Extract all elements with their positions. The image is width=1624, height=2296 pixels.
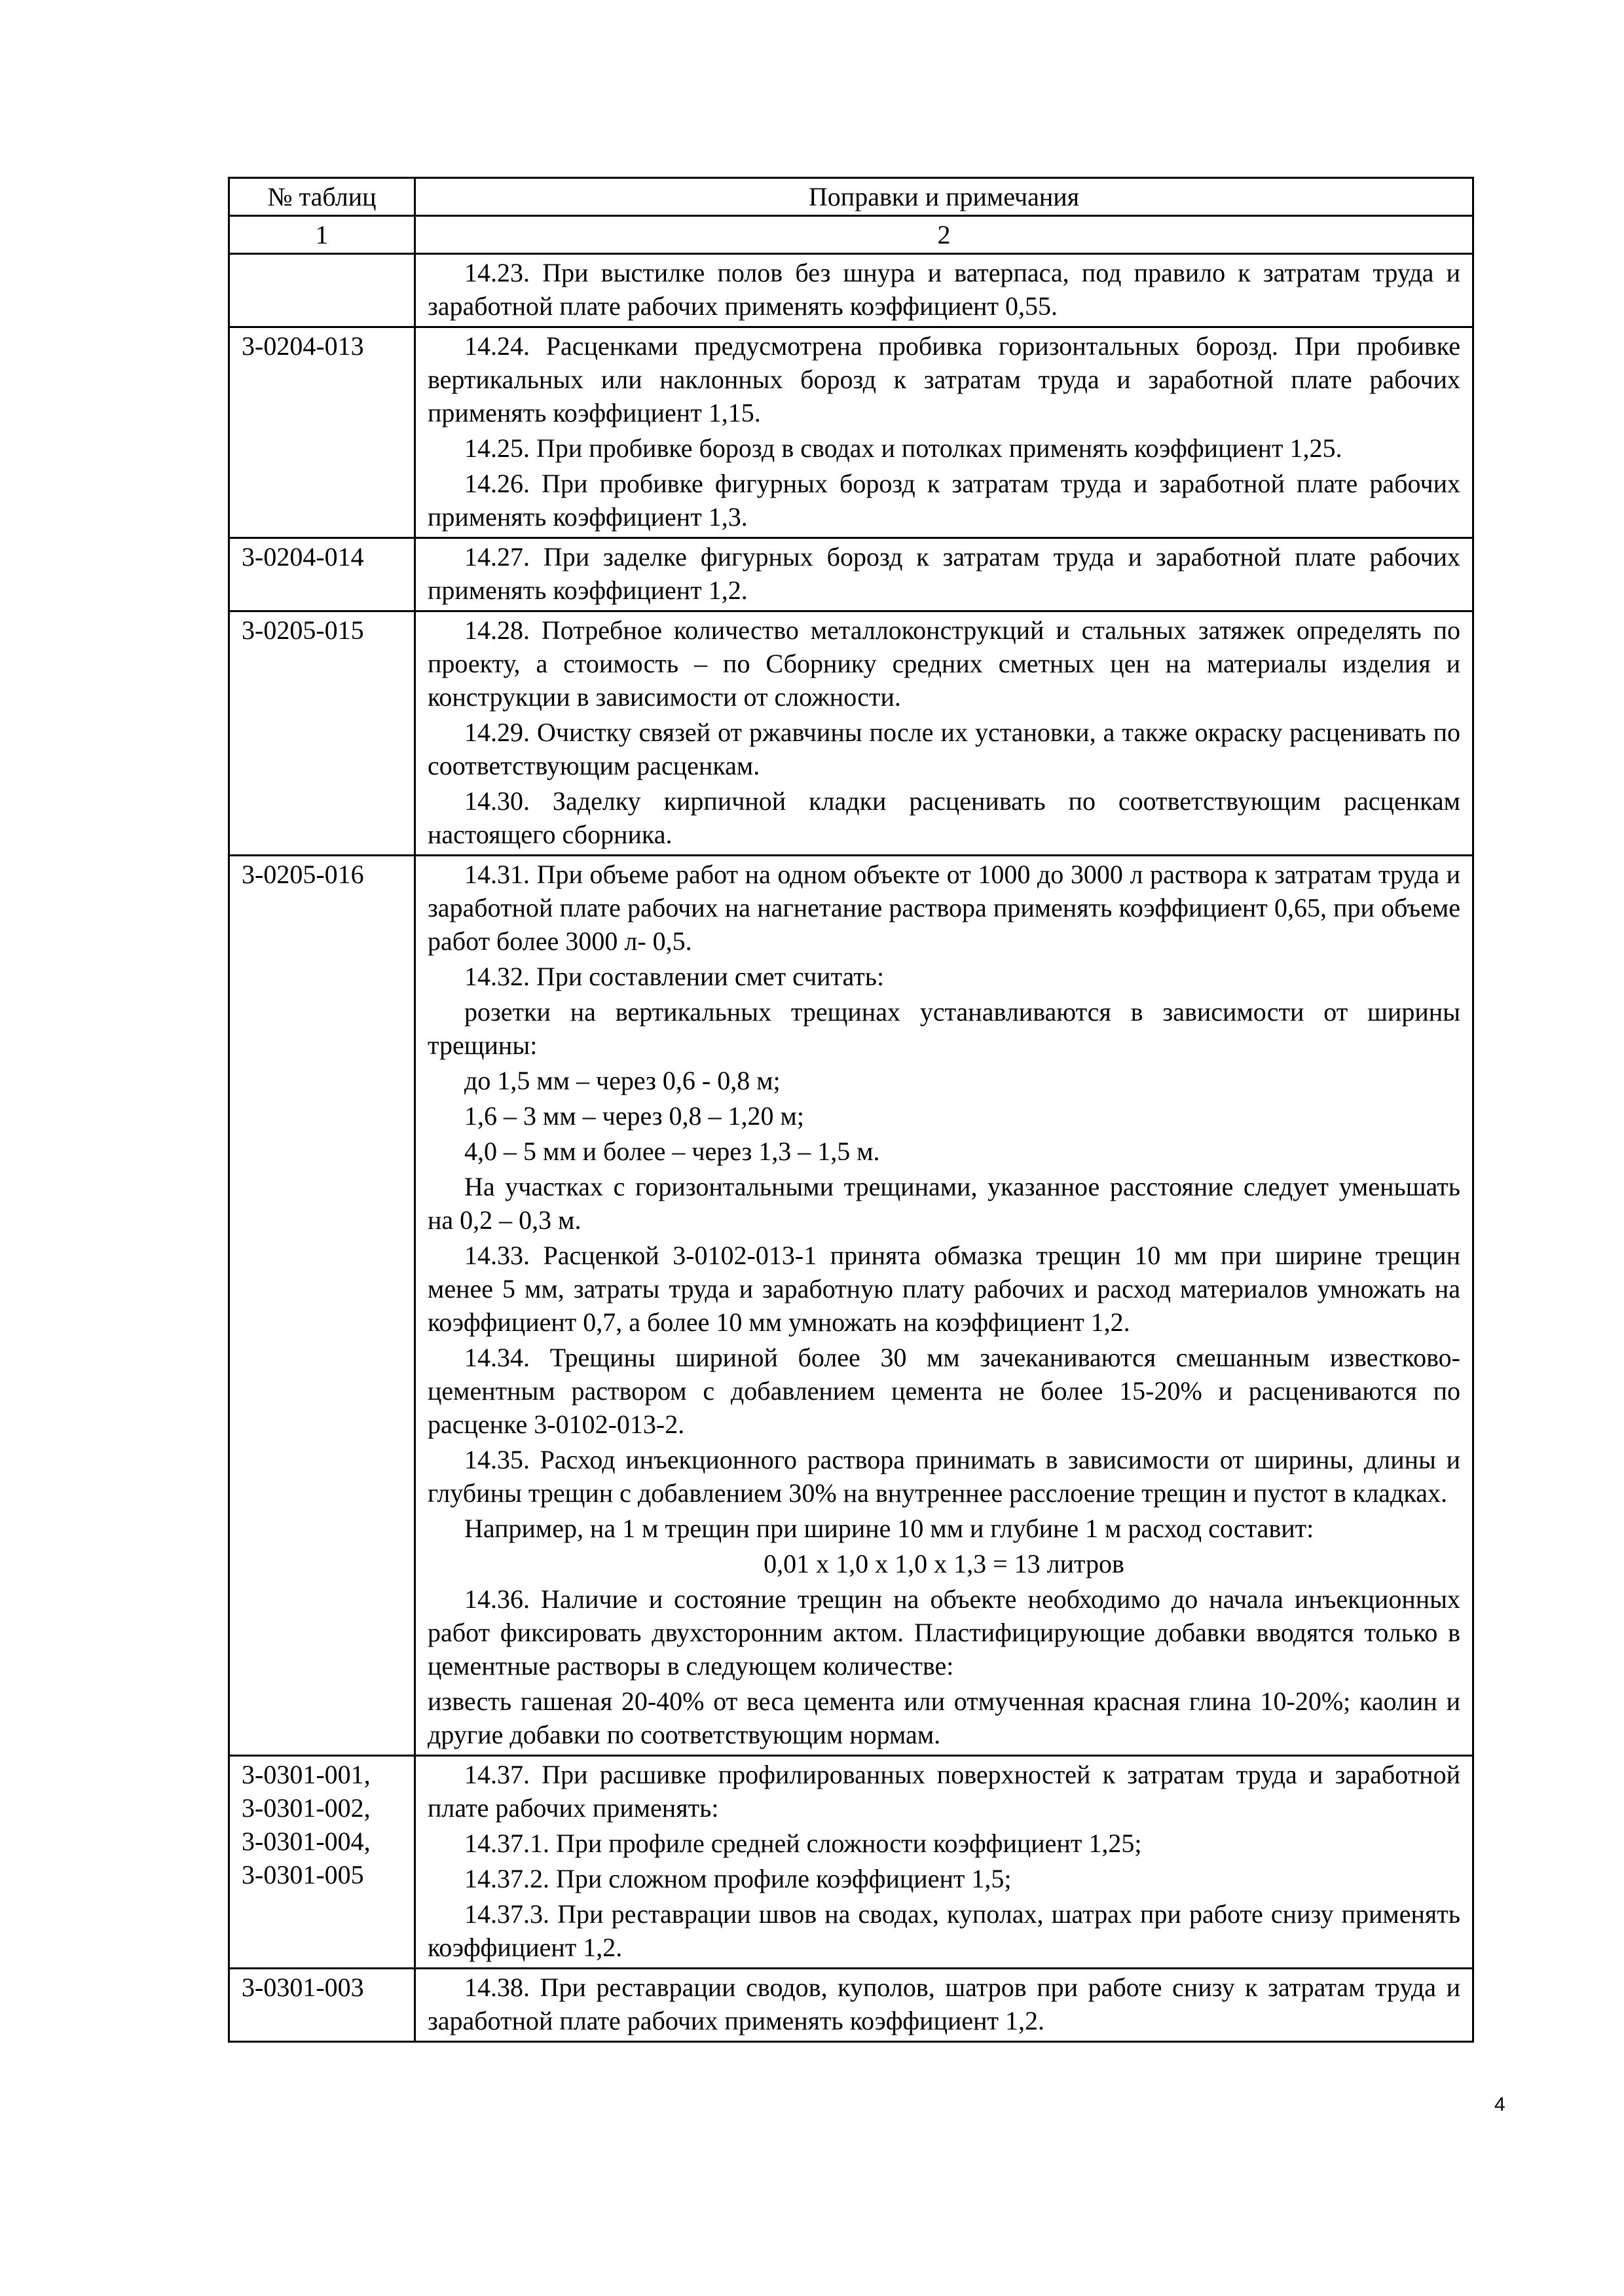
- note-paragraph: 14.37.2. При сложном профиле коэффициент 1,5;: [464, 1864, 1012, 1893]
- table-numbers-cell: [229, 538, 415, 611]
- table-row: [229, 1756, 1473, 1969]
- table-numbers-cell: [229, 327, 415, 538]
- table-number: 3-0301-002,: [242, 1793, 371, 1823]
- note-paragraph: Например, на 1 м трещин при ширине 10 мм и глубине 1 м расход составит:: [464, 1514, 1314, 1543]
- note-paragraph: 4,0 – 5 мм и более – через 1,3 – 1,5 м.: [464, 1137, 880, 1166]
- corrections-table: [228, 177, 1474, 2043]
- note-paragraph: 14.30. Заделку кирпичной кладки расценивать по соответствующим расценкам настоящего сборника.: [428, 786, 1460, 849]
- note-paragraph: На участках с горизонтальными трещинами, указанное расстояние следует уменьшать на 0,2 – 0,3 м.: [428, 1172, 1460, 1235]
- note-paragraph: 14.26. При пробивке фигурных борозд к затратам труда и заработной плате рабочих применять коэффициент 1,3.: [428, 469, 1460, 532]
- note-paragraph: 14.36. Наличие и состояние трещин на объекте необходимо до начала инъекционных работ фиксировать двухсторонним актом. Пластифицирующие добавки вводятся только в цементные растворы в следующем количестве:: [428, 1584, 1460, 1681]
- table-header-row: [229, 178, 1473, 216]
- note-paragraph: 14.27. При заделке фигурных борозд к затратам труда и заработной плате рабочих применять коэффициент 1,2.: [428, 542, 1460, 605]
- note-paragraph: 14.25. При пробивке борозд в сводах и потолках применять коэффициент 1,25.: [464, 433, 1342, 463]
- note-paragraph: 14.35. Расход инъекционного раствора принимать в зависимости от ширины, длины и глубины трещин с добавлением 30% на внутреннее расслоение трещин и пустот в кладках.: [428, 1445, 1460, 1508]
- note-paragraph: 14.38. При реставрации сводов, куполов, шатров при работе снизу к затратам труда и заработной плате рабочих применять коэффициент 1,2.: [428, 1973, 1460, 2035]
- corrections-cell: [415, 254, 1473, 327]
- table-number: 3-0204-014: [242, 542, 364, 572]
- table-number: 3-0301-003: [242, 1973, 364, 2002]
- page-number: 4: [1494, 2094, 1505, 2115]
- table-numbers-cell: [229, 611, 415, 856]
- table-numbers-cell: [229, 856, 415, 1756]
- table-row: [229, 611, 1473, 856]
- table-number: 3-0301-004,: [242, 1827, 371, 1856]
- header-corrections: Поправки и примечания: [415, 178, 1473, 216]
- table-numbers-cell: [229, 1756, 415, 1969]
- note-paragraph: до 1,5 мм – через 0,6 - 0,8 м;: [464, 1066, 781, 1095]
- corrections-cell: [415, 327, 1473, 538]
- note-paragraph: 14.37.3. При реставрации швов на сводах, куполах, шатрах при работе снизу применять коэффициент 1,2.: [428, 1899, 1460, 1962]
- corrections-cell: [415, 1969, 1473, 2042]
- column-numbers-row: [229, 216, 1473, 254]
- corrections-cell: [415, 611, 1473, 856]
- table-number: 3-0205-015: [242, 615, 364, 645]
- table-number: 3-0301-005: [242, 1860, 364, 1889]
- table-row: [229, 327, 1473, 538]
- note-paragraph: 14.34. Трещины шириной более 30 мм зачеканиваются смешанным известково-цементным раствором с добавлением цемента не более 15-20% и расцениваются по расценке 3-0102-013-2.: [428, 1343, 1460, 1439]
- note-paragraph: 14.37.1. При профиле средней сложности коэффициент 1,25;: [464, 1829, 1142, 1858]
- corrections-cell: [415, 538, 1473, 611]
- table-numbers-cell: [229, 254, 415, 327]
- table-number: 3-0204-013: [242, 331, 364, 361]
- note-paragraph: 14.28. Потребное количество металлоконструкций и стальных затяжек определять по проекту, а стоимость – по Сборнику средних сметных цен на материалы изделия и конструкции в зависимости от сложности.: [428, 615, 1460, 712]
- note-paragraph: 14.31. При объеме работ на одном объекте от 1000 до 3000 л раствора к затратам труда и заработной плате рабочих на нагнетание раствора применять коэффициент 0,65, при объеме работ более 3000 л- 0,5.: [428, 860, 1460, 956]
- table-number: 3-0301-001,: [242, 1760, 371, 1789]
- column-number-1: 1: [229, 216, 415, 254]
- corrections-cell: [415, 856, 1473, 1756]
- table-numbers-cell: [229, 1969, 415, 2042]
- note-paragraph: 14.24. Расценками предусмотрена пробивка горизонтальных борозд. При пробивке вертикальных или наклонных борозд к затратам труда и заработной плате рабочих применять коэффициент 1,15.: [428, 331, 1460, 428]
- note-paragraph: 14.32. При составлении смет считать:: [464, 962, 885, 991]
- column-number-2: 2: [415, 216, 1473, 254]
- corrections-cell: [415, 1756, 1473, 1969]
- note-paragraph: розетки на вертикальных трещинах устанавливаются в зависимости от ширины трещины:: [428, 997, 1460, 1060]
- table-row: [229, 856, 1473, 1756]
- note-paragraph: 0,01 х 1,0 х 1,0 х 1,3 = 13 литров: [764, 1549, 1124, 1578]
- table-row: [229, 254, 1473, 327]
- header-table-number: № таблиц: [229, 178, 415, 216]
- table-row: [229, 1969, 1473, 2042]
- note-paragraph: 14.33. Расценкой 3-0102-013-1 принята обмазка трещин 10 мм при ширине трещин менее 5 мм, затраты труда и заработную плату рабочих и расход материалов умножать на коэффициент 0,7, а более 10 мм умножать на коэффициент 1,2.: [428, 1241, 1460, 1337]
- note-paragraph: 14.23. При выстилке полов без шнура и ватерпаса, под правило к затратам труда и заработной плате рабочих применять коэффициент 0,55.: [428, 258, 1460, 321]
- note-paragraph: 1,6 – 3 мм – через 0,8 – 1,20 м;: [464, 1101, 804, 1131]
- table-row: [229, 538, 1473, 611]
- note-paragraph: 14.29. Очистку связей от ржавчины после их установки, а также окраску расценивать по соответствующим расценкам.: [428, 718, 1460, 780]
- note-paragraph: известь гашеная 20-40% от веса цемента или отмученная красная глина 10-20%; каолин и другие добавки по соответствующим нормам.: [428, 1686, 1460, 1749]
- note-paragraph: 14.37. При расшивке профилированных поверхностей к затратам труда и заработной плате рабочих применять:: [428, 1760, 1460, 1823]
- table-number: 3-0205-016: [242, 860, 364, 889]
